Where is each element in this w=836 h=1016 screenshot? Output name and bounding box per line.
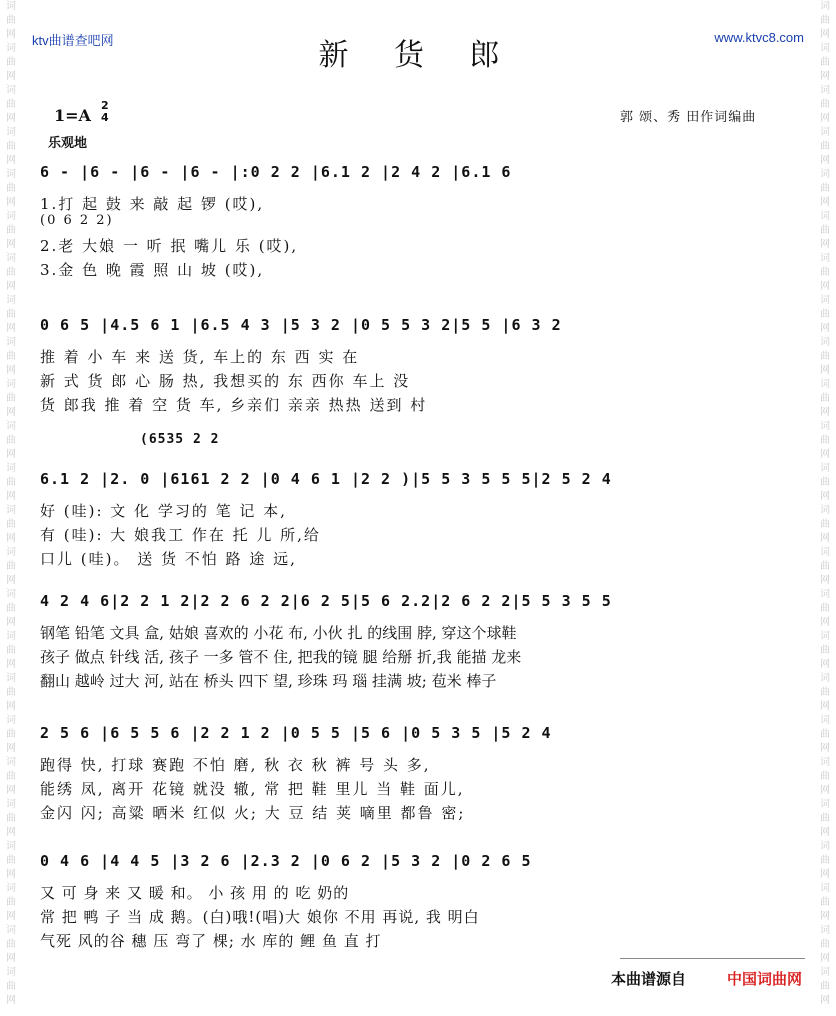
song-title: 新 货 郎	[318, 38, 518, 73]
lyric-row-5-3: 金闪 闪; 高粱 晒米 红似 火; 大 豆 结 荚 嘀里 都鲁 密;	[40, 804, 466, 822]
lyric-row-2-3: 货 郎我 推 着 空 货 车, 乡亲们 亲亲 热热 送到 村	[40, 396, 428, 414]
composer-credit: 郭 颂、秀 田作词编曲	[620, 110, 757, 125]
lyric-row-6-3: 气死 风的谷 穗 压 弯了 棵; 水 库的 鲤 鱼 直 打	[40, 932, 382, 950]
lyric-row-4-1: 钢笔 铅笔 文具 盒, 姑娘 喜欢的 小花 布, 小伙 扎 的线围 脖, 穿这个球鞋	[40, 624, 517, 642]
footer-source-label: 本曲谱源自	[610, 970, 686, 988]
lyric-row-6-1: 又 可 身 来 又 暖 和。 小 孩 用 的 吃 奶的	[40, 884, 350, 902]
lyric-row-1-2: 2.老 大娘 一 听 抿 嘴儿 乐 (哎),	[40, 237, 299, 255]
lyric-row-2-1: 推 着 小 车 来 送 货, 车上的 东 西 实 在	[40, 348, 360, 366]
lyric-row-1-alt: (0 6 2 2)	[40, 213, 114, 228]
tempo-marking: 乐观地	[48, 136, 88, 151]
notes-row-4: 4 2 4 6|2 2 1 2|2 2 6 2 2|6 2 5|5 6 2.2|2 6 2 2|5 5 3 5 5	[40, 592, 612, 610]
lyric-row-1-3: 3.金 色 晚 霞 照 山 坡 (哎),	[40, 261, 265, 279]
notes-row-1: 6 - |6 - |6 - |6 - |:0 2 2 |6.1 2 |2 4 2 |6.1 6	[40, 163, 512, 181]
key-signature: 1=A	[54, 106, 91, 125]
time-bottom: 4	[101, 111, 109, 124]
notes-row-5: 2 5 6 |6 5 5 6 |2 2 1 2 |0 5 5 |5 6 |0 5 3 5 |5 2 4	[40, 724, 552, 742]
lyric-row-3-2: 有 (哇): 大 娘我工 作在 托 儿 所,给	[40, 526, 321, 544]
source-site-right[interactable]: www.ktvc8.com	[714, 30, 804, 45]
notes-row-2: 0 6 5 |4.5 6 1 |6.5 4 3 |5 3 2 |0 5 5 3 2|5 5 |6 3 2	[40, 316, 562, 334]
lyric-row-4-3: 翻山 越岭 过大 河, 站在 桥头 四下 望, 珍珠 玛 瑙 挂满 坡; 苞米 棒子	[40, 672, 497, 690]
time-top: 2	[101, 99, 109, 112]
lyric-row-1-1: 1.打 起 鼓 来 敲 起 锣 (哎),	[40, 195, 265, 213]
lyric-row-3-3: 口儿 (哇)。 送 货 不怕 路 途 远,	[40, 550, 297, 568]
lyric-row-6-2: 常 把 鸭 子 当 成 鹅。(白)哦!(唱)大 娘你 不用 再说, 我 明白	[40, 908, 480, 926]
notes-row-6: 0 4 6 |4 4 5 |3 2 6 |2.3 2 |0 6 2 |5 3 2 |0 2 6 5	[40, 852, 532, 870]
prenote-row-3: (6535 2 2	[140, 432, 220, 447]
lyric-row-2-2: 新 式 货 郎 心 肠 热, 我想买的 东 西你 车上 没	[40, 372, 411, 390]
side-watermark-left: 词 曲 网 词 曲 网 词 曲 网 词 曲 网 词 曲 网 词 曲 网 词 曲 网 词 曲 网 词 曲 网 词 曲 网 词 曲 网 词 曲 网 词 曲 网 词 曲 网 词 曲 网 词 曲 网 词 曲 网 词 曲 网 词 曲 网 词 曲 网 词 曲 网 词 曲 网 词 曲 网 词 曲 网	[6, 1, 16, 1006]
footer-source-site[interactable]: 中国词曲网	[726, 970, 802, 988]
lyric-row-5-1: 跑得 快, 打球 赛跑 不怕 磨, 秋 衣 秋 裤 号 头 多,	[40, 756, 431, 774]
lyric-row-3-1: 好 (哇): 文 化 学习的 笔 记 本,	[40, 502, 287, 520]
lyric-row-5-2: 能绣 凤, 离开 花镜 就没 辙, 常 把 鞋 里儿 当 鞋 面儿,	[40, 780, 465, 798]
lyric-row-4-2: 孩子 做点 针线 活, 孩子 一多 管不 住, 把我的镜 腿 给掰 折,我 能描 龙来	[40, 648, 522, 666]
side-watermark-right: 词 曲 网 词 曲 网 词 曲 网 词 曲 网 词 曲 网 词 曲 网 词 曲 网 词 曲 网 词 曲 网 词 曲 网 词 曲 网 词 曲 网 词 曲 网 词 曲 网 词 曲 网 词 曲 网 词 曲 网 词 曲 网 词 曲 网 词 曲 网 词 曲 网 词 曲 网 词 曲 网 词 曲 网	[820, 1, 830, 1006]
footer-divider	[620, 958, 805, 959]
time-signature	[101, 100, 109, 124]
source-site-left[interactable]: ktv曲谱查吧网	[32, 33, 114, 48]
notes-row-3: 6.1 2 |2. 0 |6161 2 2 |0 4 6 1 |2 2 )|5 5 3 5 5 5|2 5 2 4	[40, 470, 612, 488]
